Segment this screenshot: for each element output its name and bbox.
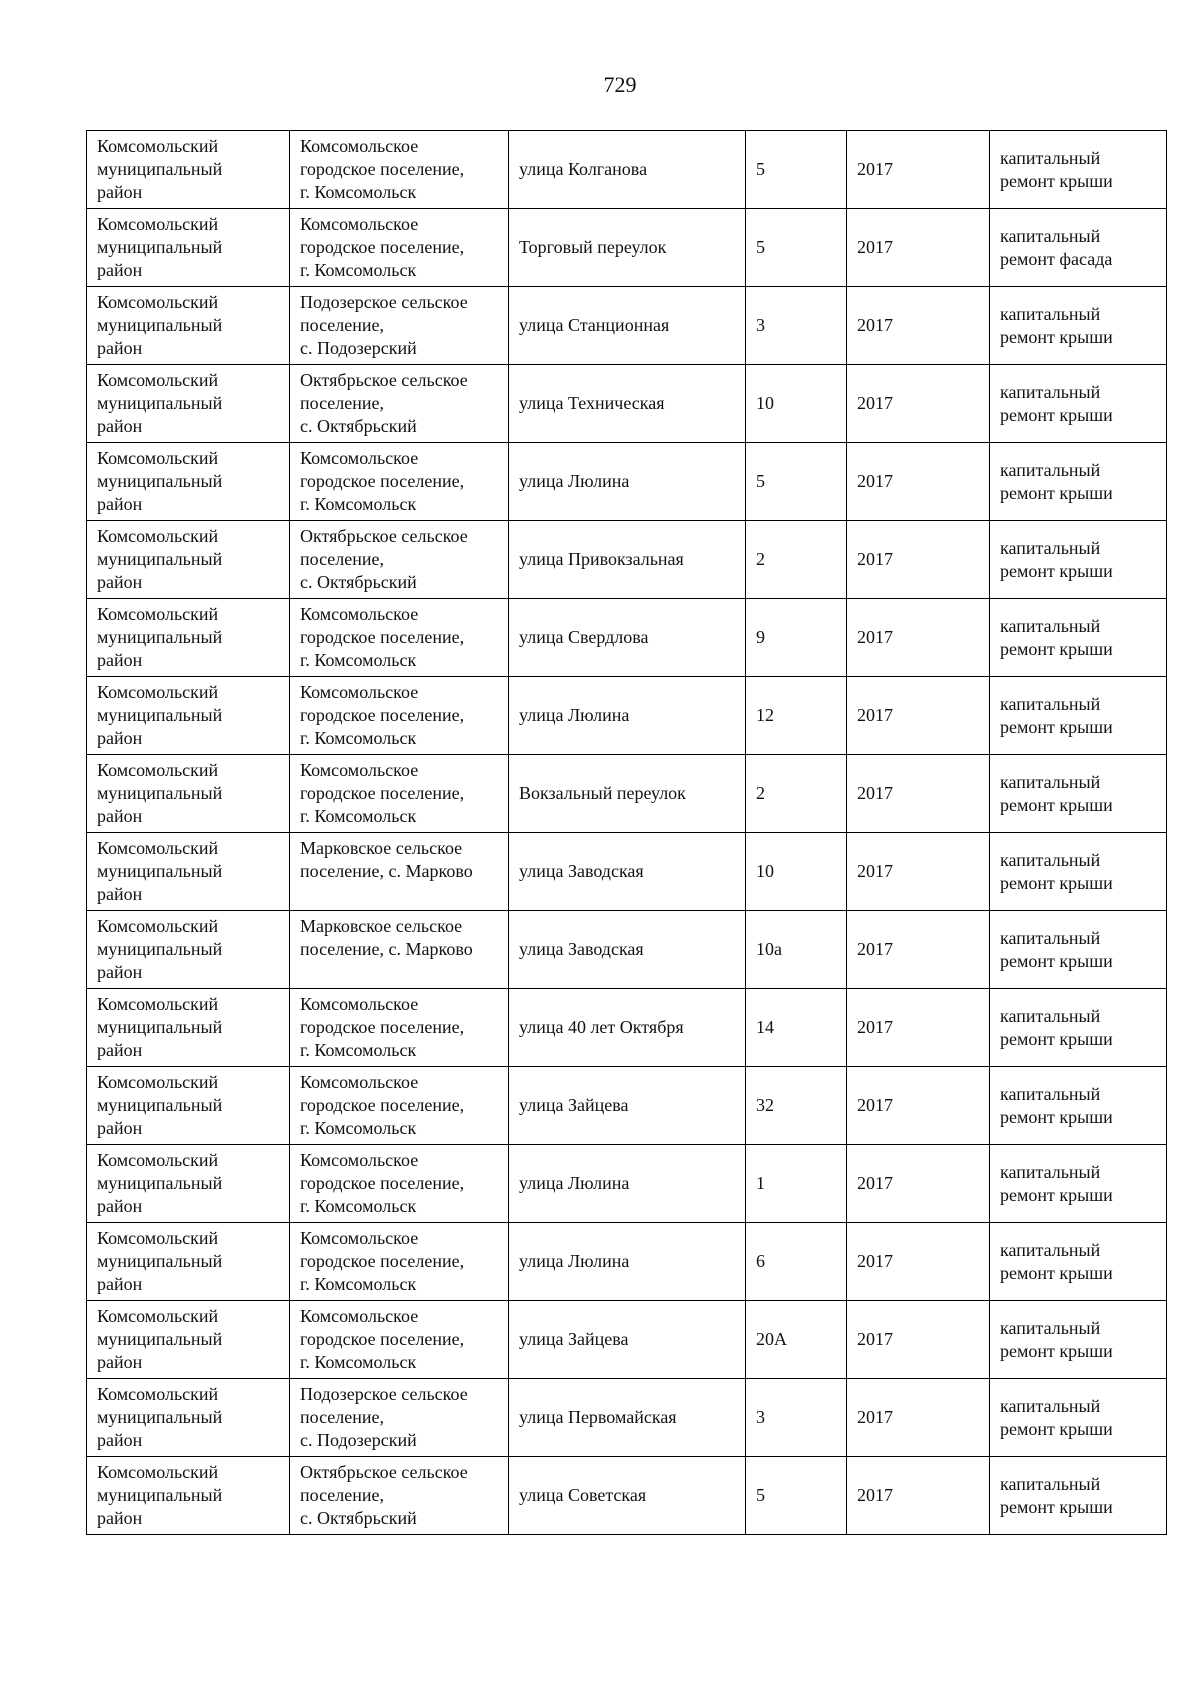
year-cell: 2017 — [847, 287, 990, 365]
district-cell: Комсомольский муниципальный район — [87, 1223, 290, 1301]
year-cell: 2017 — [847, 521, 990, 599]
settlement-cell: Марковское сельское поселение, с. Марково — [290, 833, 509, 911]
district-cell: Комсомольский муниципальный район — [87, 287, 290, 365]
year-cell: 2017 — [847, 1301, 990, 1379]
district-cell: Комсомольский муниципальный район — [87, 131, 290, 209]
street-cell: улица Люлина — [509, 677, 746, 755]
table-row — [87, 989, 1167, 1067]
district-cell: Комсомольский муниципальный район — [87, 833, 290, 911]
year-cell: 2017 — [847, 1145, 990, 1223]
table-row — [87, 1067, 1167, 1145]
house-number-cell: 9 — [746, 599, 847, 677]
street-cell: улица Колганова — [509, 131, 746, 209]
year-cell: 2017 — [847, 131, 990, 209]
work-type-cell: капитальный ремонт крыши — [990, 677, 1167, 755]
year-cell: 2017 — [847, 833, 990, 911]
street-cell: улица Заводская — [509, 833, 746, 911]
year-cell: 2017 — [847, 1067, 990, 1145]
work-type-cell: капитальный ремонт крыши — [990, 833, 1167, 911]
table-row — [87, 1301, 1167, 1379]
year-cell: 2017 — [847, 209, 990, 287]
settlement-cell: Комсомольское городское поселение, г. Комсомольск — [290, 1067, 509, 1145]
table-row — [87, 911, 1167, 989]
house-number-cell: 14 — [746, 989, 847, 1067]
settlement-cell: Комсомольское городское поселение, г. Комсомольск — [290, 443, 509, 521]
district-cell: Комсомольский муниципальный район — [87, 1067, 290, 1145]
settlement-cell: Комсомольское городское поселение, г. Комсомольск — [290, 1301, 509, 1379]
house-number-cell: 12 — [746, 677, 847, 755]
work-type-cell: капитальный ремонт крыши — [990, 911, 1167, 989]
table-row — [87, 755, 1167, 833]
table-row — [87, 677, 1167, 755]
settlement-cell: Комсомольское городское поселение, г. Комсомольск — [290, 209, 509, 287]
street-cell: улица Техническая — [509, 365, 746, 443]
street-cell: улица Станционная — [509, 287, 746, 365]
house-number-cell: 32 — [746, 1067, 847, 1145]
settlement-cell: Октябрьское сельское поселение, с. Октябрьский — [290, 1457, 509, 1535]
table-body — [87, 131, 1167, 1535]
house-number-cell: 6 — [746, 1223, 847, 1301]
house-number-cell: 5 — [746, 209, 847, 287]
work-type-cell: капитальный ремонт крыши — [990, 1301, 1167, 1379]
district-cell: Комсомольский муниципальный район — [87, 989, 290, 1067]
year-cell: 2017 — [847, 755, 990, 833]
house-number-cell: 5 — [746, 443, 847, 521]
settlement-cell: Комсомольское городское поселение, г. Комсомольск — [290, 677, 509, 755]
table-row — [87, 131, 1167, 209]
district-cell: Комсомольский муниципальный район — [87, 677, 290, 755]
street-cell: улица Люлина — [509, 443, 746, 521]
year-cell: 2017 — [847, 989, 990, 1067]
settlement-cell: Подозерское сельское поселение, с. Подозерский — [290, 287, 509, 365]
settlement-cell: Марковское сельское поселение, с. Марково — [290, 911, 509, 989]
street-cell: улица 40 лет Октября — [509, 989, 746, 1067]
settlement-cell: Октябрьское сельское поселение, с. Октябрьский — [290, 521, 509, 599]
settlement-cell: Комсомольское городское поселение, г. Комсомольск — [290, 1145, 509, 1223]
district-cell: Комсомольский муниципальный район — [87, 1457, 290, 1535]
district-cell: Комсомольский муниципальный район — [87, 365, 290, 443]
street-cell: улица Зайцева — [509, 1067, 746, 1145]
street-cell: Торговый переулок — [509, 209, 746, 287]
work-type-cell: капитальный ремонт крыши — [990, 131, 1167, 209]
year-cell: 2017 — [847, 365, 990, 443]
settlement-cell: Октябрьское сельское поселение, с. Октябрьский — [290, 365, 509, 443]
work-type-cell: капитальный ремонт крыши — [990, 443, 1167, 521]
street-cell: улица Люлина — [509, 1145, 746, 1223]
year-cell: 2017 — [847, 599, 990, 677]
settlement-cell: Комсомольское городское поселение, г. Комсомольск — [290, 131, 509, 209]
settlement-cell: Комсомольское городское поселение, г. Комсомольск — [290, 1223, 509, 1301]
table-row — [87, 1145, 1167, 1223]
work-type-cell: капитальный ремонт крыши — [990, 521, 1167, 599]
street-cell: улица Первомайская — [509, 1379, 746, 1457]
house-number-cell: 20А — [746, 1301, 847, 1379]
work-type-cell: капитальный ремонт крыши — [990, 1457, 1167, 1535]
work-type-cell: капитальный ремонт крыши — [990, 1067, 1167, 1145]
district-cell: Комсомольский муниципальный район — [87, 1145, 290, 1223]
year-cell: 2017 — [847, 1457, 990, 1535]
house-number-cell: 2 — [746, 521, 847, 599]
street-cell: улица Привокзальная — [509, 521, 746, 599]
year-cell: 2017 — [847, 911, 990, 989]
street-cell: улица Заводская — [509, 911, 746, 989]
district-cell: Комсомольский муниципальный район — [87, 1301, 290, 1379]
repair-schedule-table — [86, 130, 1167, 1535]
district-cell: Комсомольский муниципальный район — [87, 443, 290, 521]
district-cell: Комсомольский муниципальный район — [87, 599, 290, 677]
street-cell: улица Советская — [509, 1457, 746, 1535]
work-type-cell: капитальный ремонт крыши — [990, 287, 1167, 365]
house-number-cell: 10а — [746, 911, 847, 989]
settlement-cell: Комсомольское городское поселение, г. Комсомольск — [290, 989, 509, 1067]
house-number-cell: 10 — [746, 833, 847, 911]
year-cell: 2017 — [847, 677, 990, 755]
year-cell: 2017 — [847, 1223, 990, 1301]
settlement-cell: Комсомольское городское поселение, г. Комсомольск — [290, 755, 509, 833]
table-row — [87, 1379, 1167, 1457]
table-row — [87, 833, 1167, 911]
street-cell: улица Зайцева — [509, 1301, 746, 1379]
district-cell: Комсомольский муниципальный район — [87, 911, 290, 989]
district-cell: Комсомольский муниципальный район — [87, 1379, 290, 1457]
house-number-cell: 5 — [746, 1457, 847, 1535]
street-cell: Вокзальный переулок — [509, 755, 746, 833]
house-number-cell: 5 — [746, 131, 847, 209]
table-row — [87, 365, 1167, 443]
settlement-cell: Комсомольское городское поселение, г. Комсомольск — [290, 599, 509, 677]
work-type-cell: капитальный ремонт крыши — [990, 1379, 1167, 1457]
page-number: 729 — [603, 72, 637, 97]
table-row — [87, 1223, 1167, 1301]
table-row — [87, 209, 1167, 287]
table-row — [87, 443, 1167, 521]
work-type-cell: капитальный ремонт фасада — [990, 209, 1167, 287]
year-cell: 2017 — [847, 1379, 990, 1457]
table-row — [87, 599, 1167, 677]
district-cell: Комсомольский муниципальный район — [87, 521, 290, 599]
work-type-cell: капитальный ремонт крыши — [990, 1145, 1167, 1223]
street-cell: улица Люлина — [509, 1223, 746, 1301]
house-number-cell: 3 — [746, 287, 847, 365]
house-number-cell: 2 — [746, 755, 847, 833]
work-type-cell: капитальный ремонт крыши — [990, 989, 1167, 1067]
table-row — [87, 521, 1167, 599]
table-row — [87, 1457, 1167, 1535]
street-cell: улица Свердлова — [509, 599, 746, 677]
settlement-cell: Подозерское сельское поселение, с. Подозерский — [290, 1379, 509, 1457]
work-type-cell: капитальный ремонт крыши — [990, 599, 1167, 677]
work-type-cell: капитальный ремонт крыши — [990, 1223, 1167, 1301]
house-number-cell: 1 — [746, 1145, 847, 1223]
house-number-cell: 10 — [746, 365, 847, 443]
district-cell: Комсомольский муниципальный район — [87, 209, 290, 287]
house-number-cell: 3 — [746, 1379, 847, 1457]
district-cell: Комсомольский муниципальный район — [87, 755, 290, 833]
work-type-cell: капитальный ремонт крыши — [990, 365, 1167, 443]
work-type-cell: капитальный ремонт крыши — [990, 755, 1167, 833]
table-row — [87, 287, 1167, 365]
year-cell: 2017 — [847, 443, 990, 521]
